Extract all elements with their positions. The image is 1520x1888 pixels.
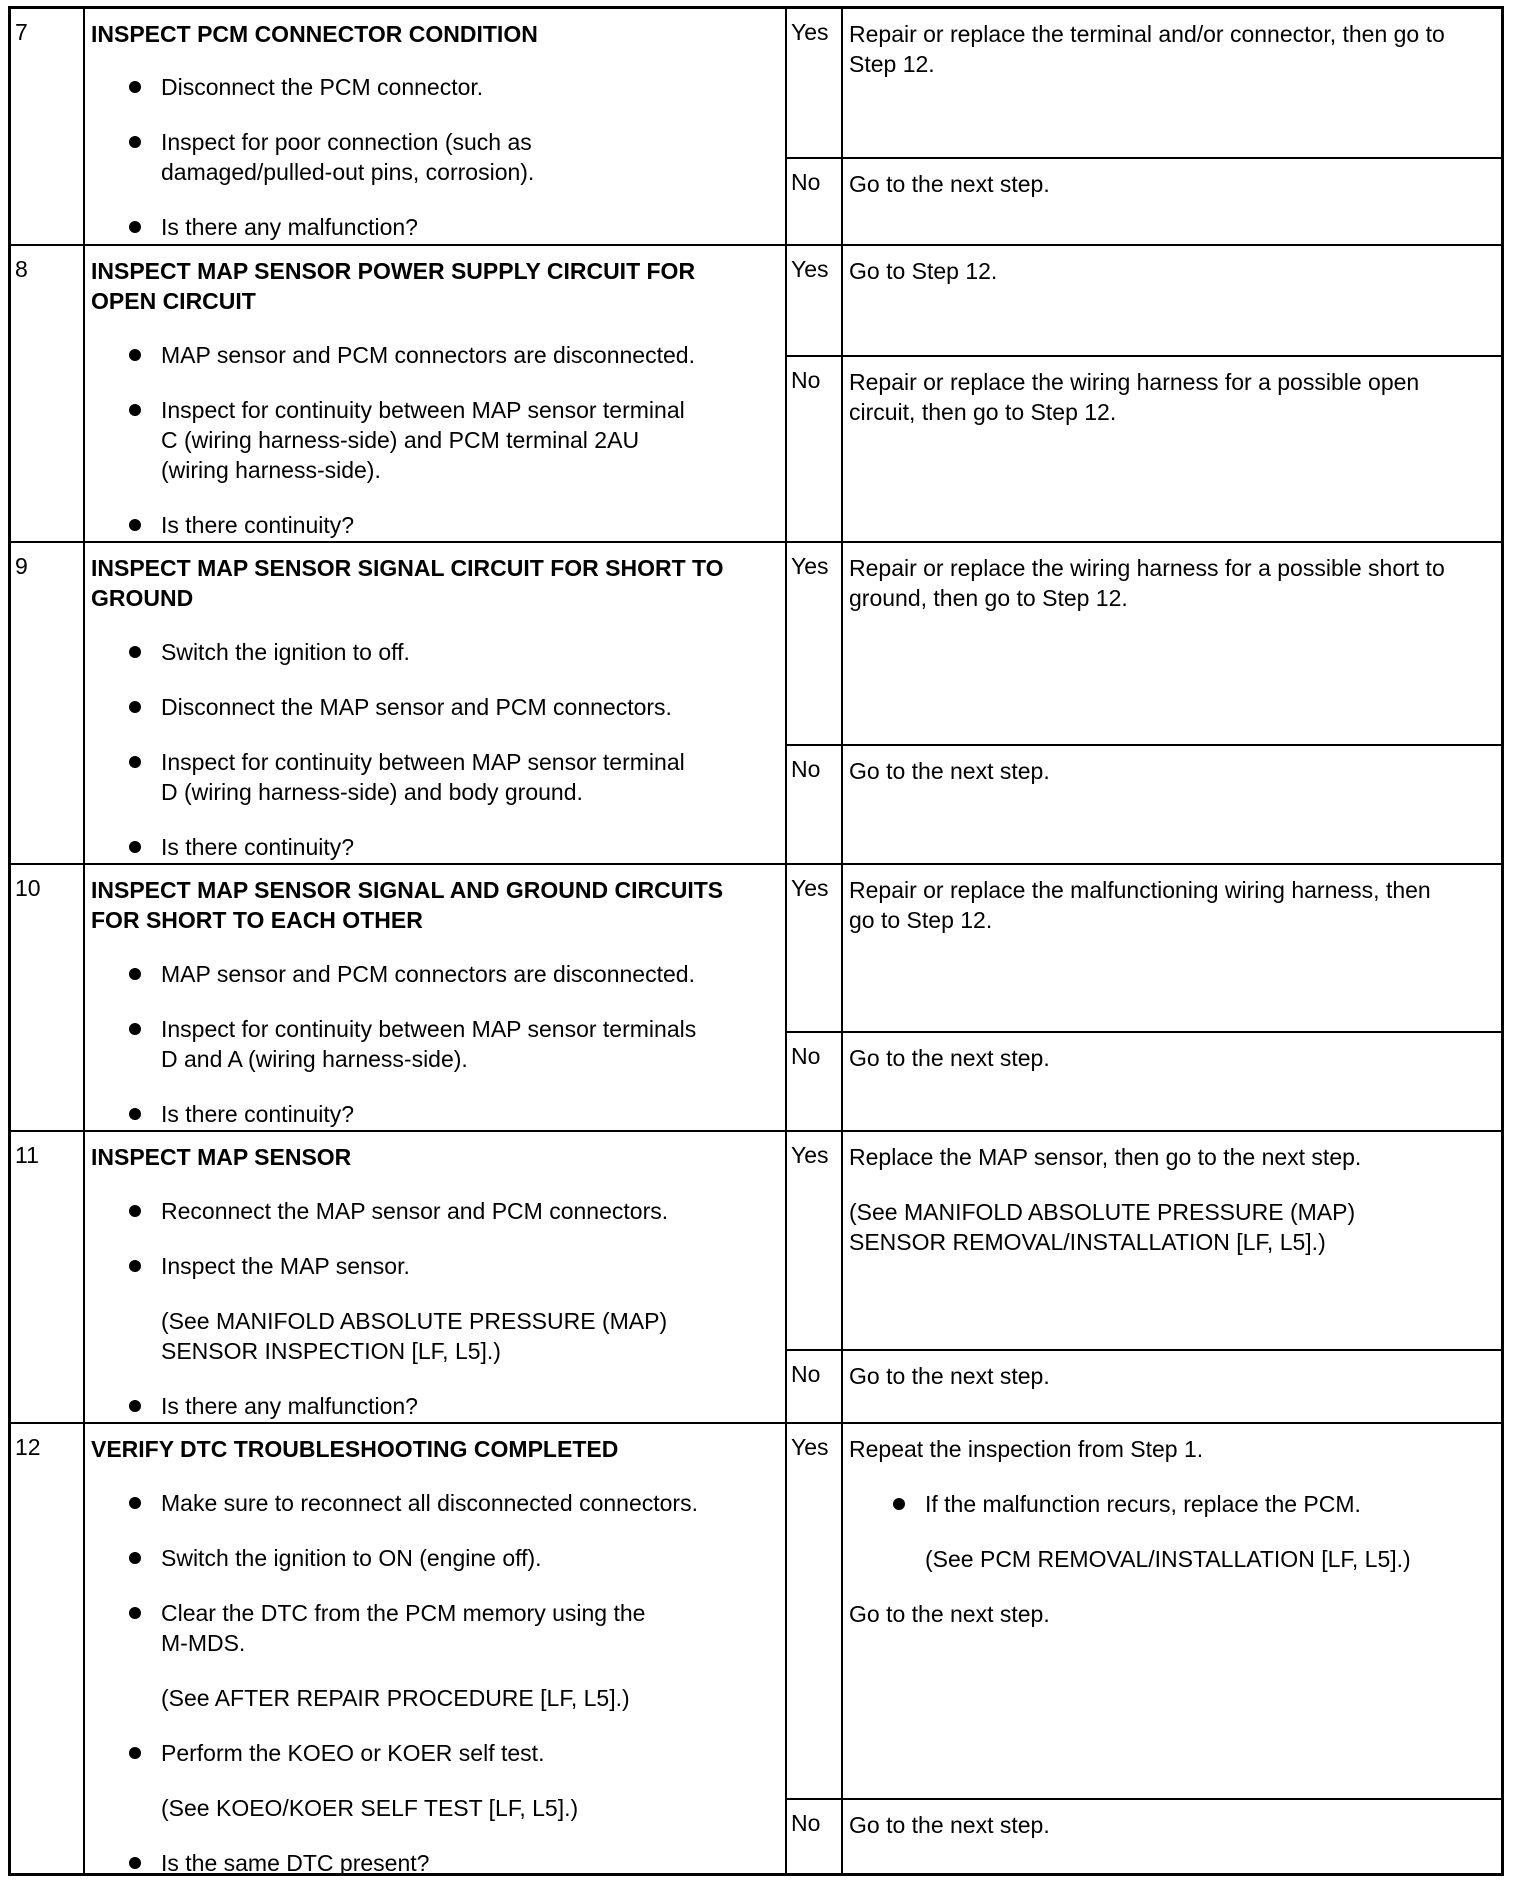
bullet-icon [129,349,141,361]
step-title: INSPECT MAP SENSOR [91,1144,352,1170]
result-cell [787,543,1501,863]
step-row-9 [11,543,1501,865]
result-text: Repair or replace the wiring harness for a possible open circuit, then go to Step 12. [849,369,1420,425]
result-text: Go to the next step. [849,758,1050,784]
result-cell [787,1132,1501,1422]
bullet-icon [129,646,141,658]
bullet-icon [129,1400,141,1412]
bullet-icon [129,1023,141,1035]
bullet-icon [129,1205,141,1217]
no-result [787,746,1501,863]
bullet-icon [129,968,141,980]
result-text: Go to Step 12. [849,258,998,284]
result-text: Go to the next step. [849,1045,1050,1071]
result-text: Go to the next step. [849,171,1050,197]
bullet-icon [129,1497,141,1509]
yes-label: Yes [791,875,829,901]
no-result [787,1800,1501,1873]
result-text: Repeat the inspection from Step 1. [849,1436,1204,1462]
step-number: 11 [15,1142,39,1168]
step-row-8 [11,246,1501,543]
no-label: No [791,756,821,782]
step-number: 12 [15,1434,41,1460]
result-text: Go to the next step. [849,1812,1050,1838]
yes-label: Yes [791,1142,829,1168]
step-row-11 [11,1132,1501,1424]
step-number: 8 [15,256,28,282]
yes-result [787,1132,1501,1351]
diagnostic-procedure-table [8,6,1504,1876]
step-title: INSPECT MAP SENSOR SIGNAL AND GROUND CIRCUITS FOR SHORT TO EACH OTHER [91,877,724,933]
result-text: Go to the next step. [849,1601,1050,1627]
action-cell: INSPECT MAP SENSOR SIGNAL CIRCUIT FOR SHORT TO GROUND Switch the ignition to off. Disconnect the MAP sensor and PCM connectors. Inspect for continuity between MAP sensor terminal D (wiring harness-side) and body ground. Is there continuity? [85,543,787,863]
reference-text: (See AFTER REPAIR PROCEDURE [LF, L5].) [161,1685,630,1711]
step-row-12 [11,1424,1501,1876]
bullet-icon [129,701,141,713]
yes-result [787,865,1501,1033]
bullet-icon [129,1607,141,1619]
step-number-cell [11,1132,85,1422]
result-cell [787,9,1501,244]
no-result [787,159,1501,244]
no-result [787,1033,1501,1130]
bullet-icon [129,1857,141,1869]
bullet-icon [129,1552,141,1564]
action-cell: INSPECT MAP SENSOR Reconnect the MAP sensor and PCM connectors. Inspect the MAP sensor. (See MANIFOLD ABSOLUTE PRESSURE (MAP) SENSOR INSPECTION [LF, L5].) Is there any malfunction? [85,1132,787,1422]
bullet-icon [129,81,141,93]
step-title: INSPECT PCM CONNECTOR CONDITION [91,21,538,47]
action-cell: INSPECT MAP SENSOR SIGNAL AND GROUND CIRCUITS FOR SHORT TO EACH OTHER MAP sensor and PCM connectors are disconnected. Inspect for continuity between MAP sensor terminals D and A (wiring harness-side). Is there continuity? [85,865,787,1130]
yes-label: Yes [791,19,829,45]
no-label: No [791,1361,821,1387]
yes-result [787,9,1501,159]
result-text: Replace the MAP sensor, then go to the next step. [849,1144,1362,1170]
yes-label: Yes [791,553,829,579]
bullet-icon [129,1747,141,1759]
step-number-cell [11,9,85,244]
no-result [787,1351,1501,1422]
bullet-icon [129,136,141,148]
step-number-cell [11,1424,85,1873]
step-row-7 [11,9,1501,246]
reference-text: (See MANIFOLD ABSOLUTE PRESSURE (MAP) SENSOR INSPECTION [LF, L5].) [161,1308,668,1364]
bullet-icon [129,756,141,768]
no-label: No [791,1043,821,1069]
result-text: Repair or replace the wiring harness for a possible short to ground, then go to Step 12. [849,555,1445,611]
result-cell [787,1424,1501,1873]
result-text: Go to the next step. [849,1363,1050,1389]
no-label: No [791,169,821,195]
action-cell: VERIFY DTC TROUBLESHOOTING COMPLETED Make sure to reconnect all disconnected connectors. Switch the ignition to ON (engine off). Clear the DTC from the PCM memory using the M-MDS. (See AFTER REPAIR PROCEDURE [LF, L5].) Perform the KOEO or KOER self test. (See KOEO/KOER SELF TEST [LF, L5].) Is the same DTC present? [85,1424,787,1873]
no-label: No [791,367,821,393]
step-number: 9 [15,553,28,579]
yes-label: Yes [791,256,829,282]
step-number-cell [11,246,85,541]
no-result [787,357,1501,541]
action-cell: INSPECT MAP SENSOR POWER SUPPLY CIRCUIT FOR OPEN CIRCUIT MAP sensor and PCM connectors are disconnected. Inspect for continuity between MAP sensor terminal C (wiring harness-side) and PCM terminal 2AU (wiring harness-side). Is there continuity? [85,246,787,541]
bullet-icon [129,404,141,416]
action-cell: INSPECT PCM CONNECTOR CONDITION Disconnect the PCM connector. Inspect for poor connection (such as damaged/pulled-out pins, corrosion). Is there any malfunction? [85,9,787,244]
yes-label: Yes [791,1434,829,1460]
bullet-icon [129,1108,141,1120]
step-number-cell [11,865,85,1130]
yes-result [787,246,1501,357]
step-row-10 [11,865,1501,1132]
reference-text: (See KOEO/KOER SELF TEST [LF, L5].) [161,1795,579,1821]
step-title: INSPECT MAP SENSOR SIGNAL CIRCUIT FOR SHORT TO GROUND [91,555,724,611]
yes-result [787,543,1501,746]
bullet-icon [893,1498,905,1510]
bullet-icon [129,519,141,531]
result-cell [787,246,1501,541]
bullet-icon [129,841,141,853]
bullet-icon [129,221,141,233]
result-text: Repair or replace the terminal and/or connector, then go to Step 12. [849,21,1445,77]
yes-result: Yes Repeat the inspection from Step 1. If the malfunction recurs, replace the PCM. (See PCM REMOVAL/INSTALLATION [LF, L5].) Go to the next step. [787,1424,1501,1800]
step-title: VERIFY DTC TROUBLESHOOTING COMPLETED [91,1436,619,1462]
bullet-icon [129,1260,141,1272]
step-title: INSPECT MAP SENSOR POWER SUPPLY CIRCUIT FOR OPEN CIRCUIT [91,258,696,314]
no-label: No [791,1810,821,1836]
result-cell [787,865,1501,1130]
step-number: 10 [15,875,41,901]
result-text: Repair or replace the malfunctioning wiring harness, then go to Step 12. [849,877,1431,933]
reference-text: (See MANIFOLD ABSOLUTE PRESSURE (MAP) SENSOR REMOVAL/INSTALLATION [LF, L5].) [849,1199,1356,1255]
step-number-cell [11,543,85,863]
step-number: 7 [15,19,28,45]
